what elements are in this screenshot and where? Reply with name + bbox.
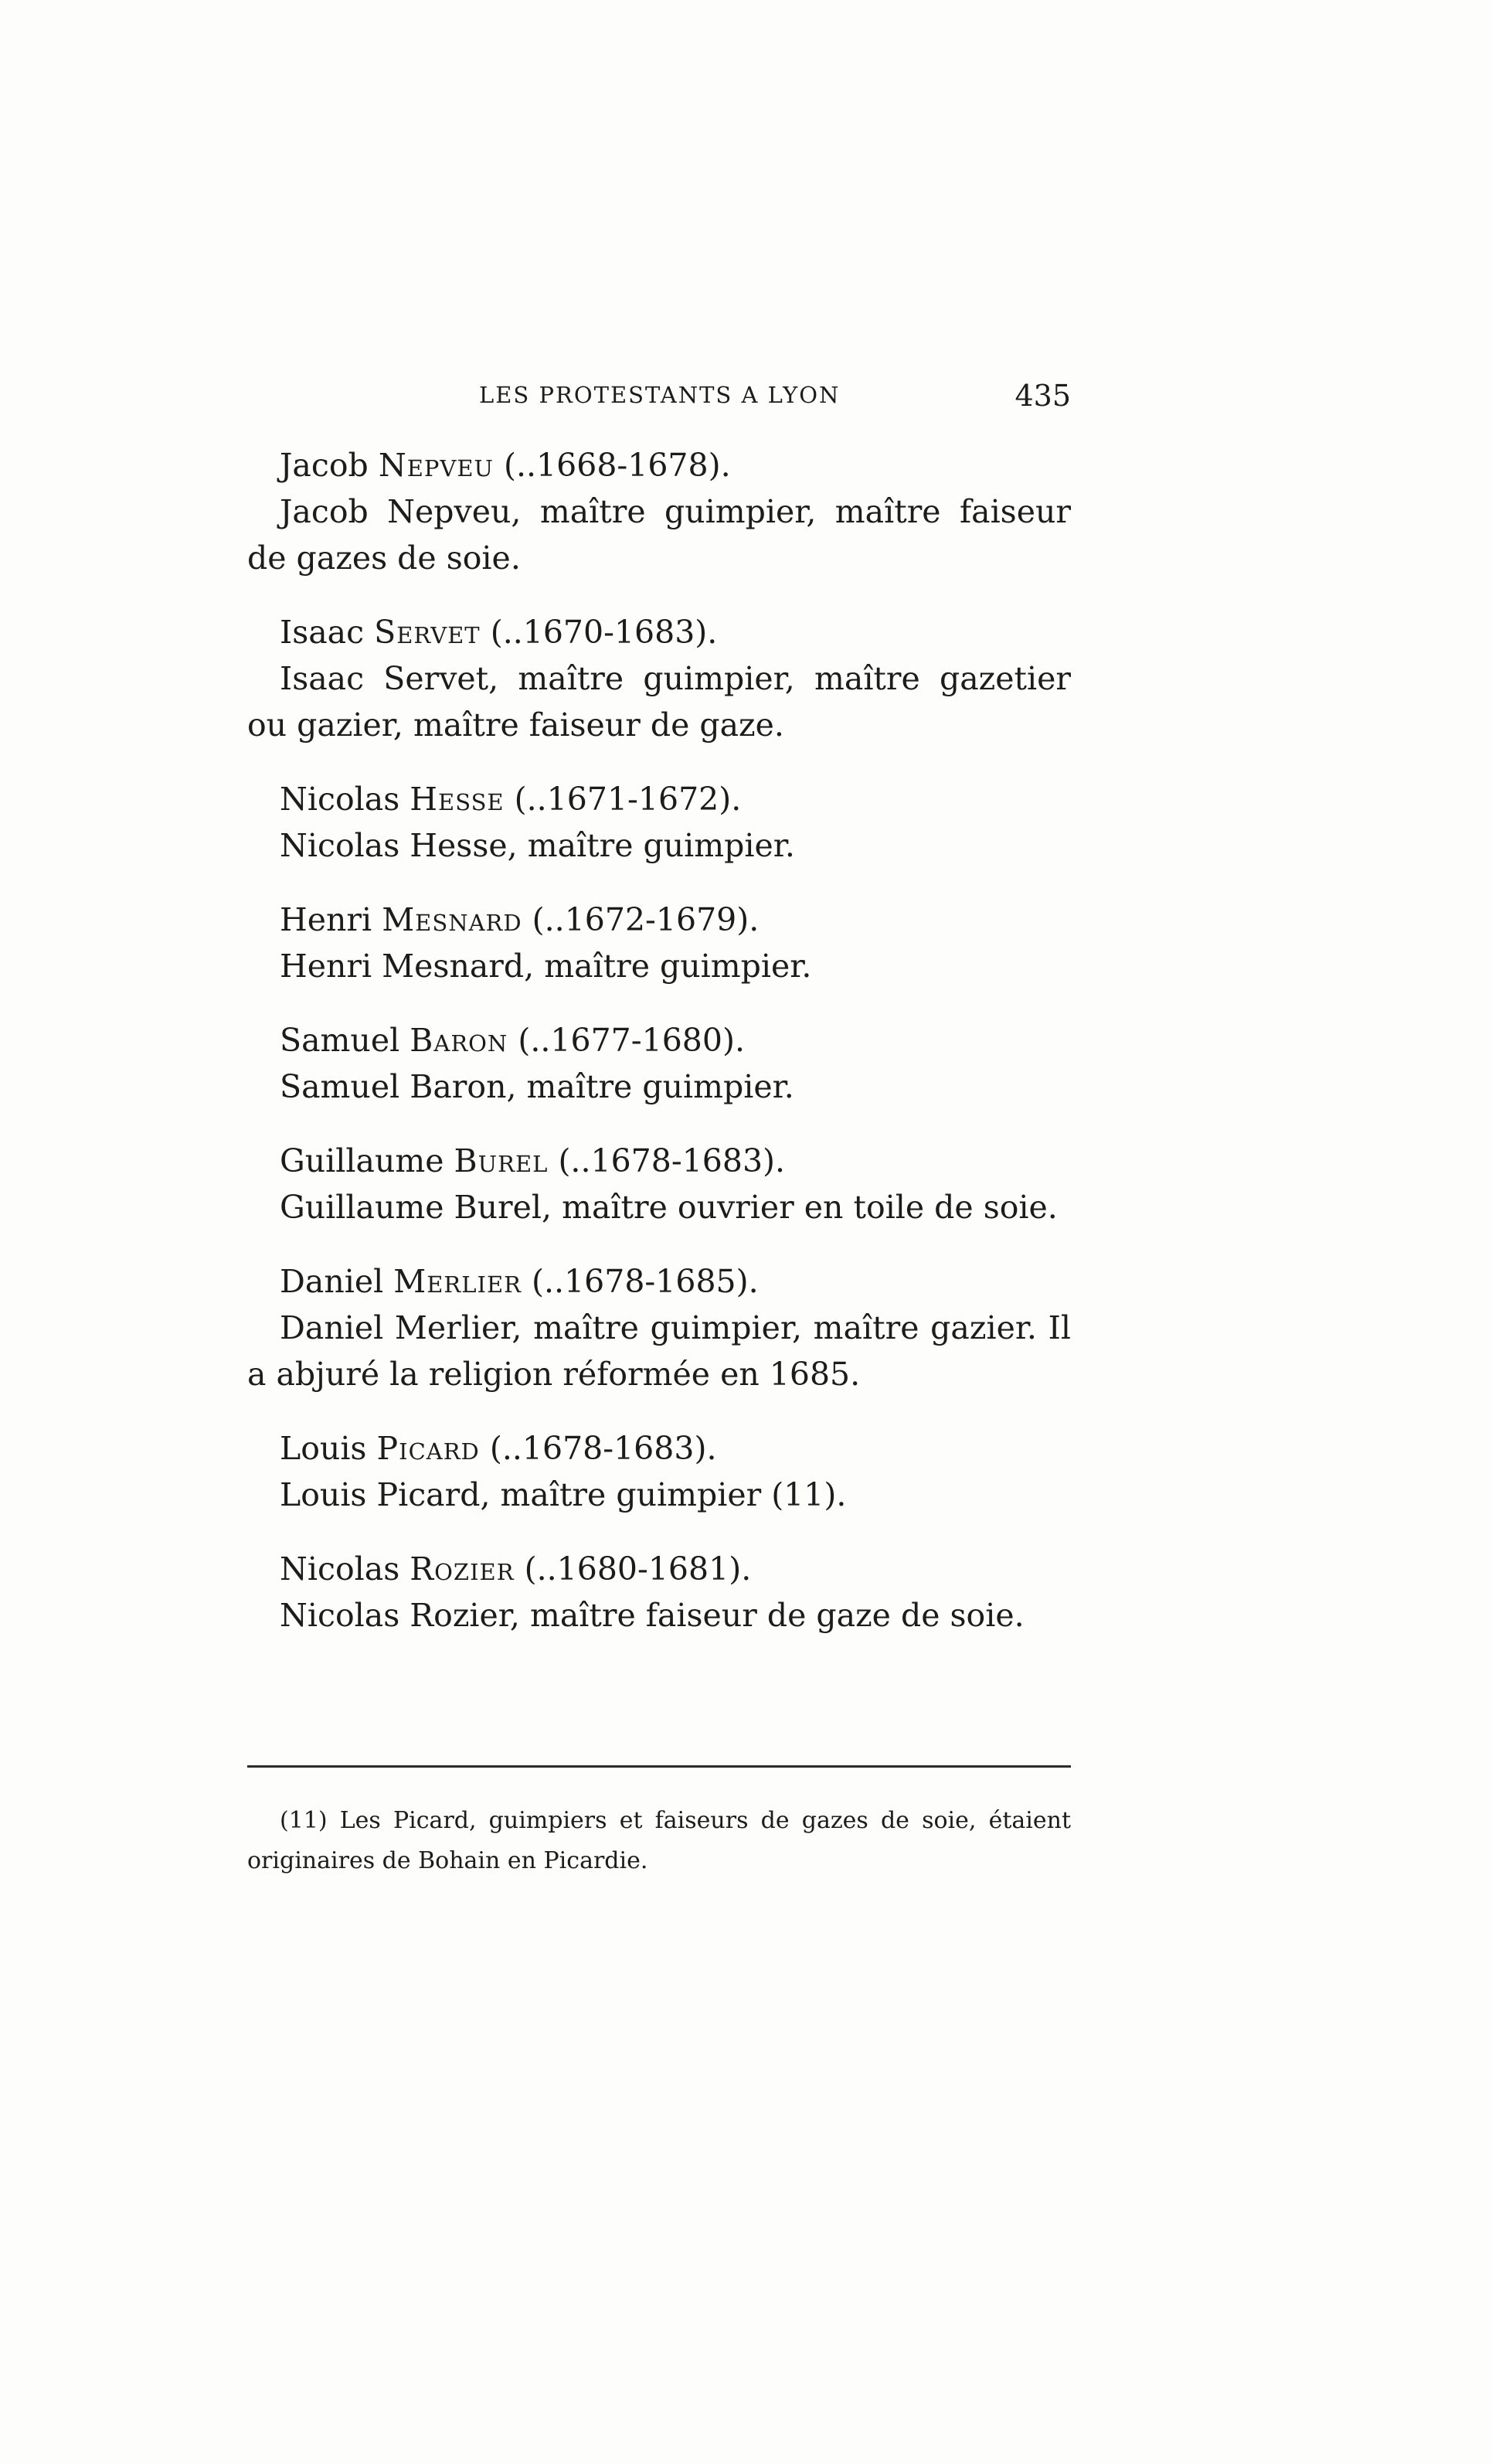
running-title: LES PROTESTANTS A LYON xyxy=(479,382,841,408)
entry xyxy=(247,1425,1071,1518)
entry-title xyxy=(247,1546,1071,1592)
given-name: Nicolas xyxy=(280,781,400,818)
entry-title xyxy=(247,897,1071,943)
dates: (..1678-1685). xyxy=(532,1263,759,1300)
dates: (..1668-1678). xyxy=(504,447,731,484)
entry-title xyxy=(247,1138,1071,1184)
surname: Merlier xyxy=(393,1263,522,1300)
page-header xyxy=(247,379,1071,425)
dates: (..1670-1683). xyxy=(490,614,718,651)
surname: Picard xyxy=(376,1430,480,1467)
entry xyxy=(247,1546,1071,1639)
entry-description: Nicolas Hesse, maître guimpier. xyxy=(280,827,795,864)
footnote: (11) Les Picard, guimpiers et faiseurs de gazes de soie, étaient originaires de Bohain en Picardie. xyxy=(247,1807,1071,1874)
given-name: Nicolas xyxy=(280,1550,400,1588)
surname: Nepveu xyxy=(378,447,494,484)
dates: (..1671-1672). xyxy=(514,781,742,818)
dates: (..1678-1683). xyxy=(558,1142,786,1179)
entry-description: Henri Mesnard, maître guimpier. xyxy=(280,948,812,985)
given-name: Daniel xyxy=(280,1263,384,1300)
dates: (..1678-1683). xyxy=(489,1430,717,1467)
dates: (..1680-1681). xyxy=(524,1550,752,1588)
entry-title xyxy=(247,776,1071,822)
entry xyxy=(247,1017,1071,1110)
surname: Burel xyxy=(454,1142,549,1179)
surname: Hesse xyxy=(410,781,505,818)
entry xyxy=(247,609,1071,748)
given-name: Guillaume xyxy=(280,1142,444,1179)
entry xyxy=(247,442,1071,581)
given-name: Louis xyxy=(280,1430,367,1467)
surname: Servet xyxy=(374,614,481,651)
given-name: Isaac xyxy=(280,614,365,651)
surname: Baron xyxy=(410,1022,508,1059)
entry-title xyxy=(247,609,1071,655)
entry xyxy=(247,1258,1071,1397)
entry-list xyxy=(247,442,1071,1666)
footnote-divider xyxy=(247,1765,1071,1768)
given-name: Henri xyxy=(280,901,372,938)
entry-description: Samuel Baron, maître guimpier. xyxy=(280,1068,794,1105)
dates: (..1677-1680). xyxy=(518,1022,745,1059)
entry-description: Isaac Servet, maître guimpier, maître gazetier ou gazier, maître faiseur de gaze. xyxy=(247,660,1071,744)
entry-title xyxy=(247,1425,1071,1472)
entry-description: Louis Picard, maître guimpier (11). xyxy=(280,1476,847,1513)
entry-description: Daniel Merlier, maître guimpier, maître gazier. Il a abjuré la religion réformée en 1685. xyxy=(247,1309,1071,1393)
entry xyxy=(247,1138,1071,1230)
entry-title xyxy=(247,1258,1071,1305)
entry xyxy=(247,897,1071,989)
given-name: Jacob xyxy=(280,447,369,484)
entry-description: Jacob Nepveu, maître guimpier, maître faiseur de gazes de soie. xyxy=(247,493,1071,577)
dates: (..1672-1679). xyxy=(532,901,760,938)
entry-description: Nicolas Rozier, maître faiseur de gaze de soie. xyxy=(280,1597,1025,1634)
entry-description: Guillaume Burel, maître ouvrier en toile de soie. xyxy=(280,1189,1058,1226)
entry-title xyxy=(247,442,1071,488)
given-name: Samuel xyxy=(280,1022,400,1059)
surname: Mesnard xyxy=(382,901,522,938)
entry-title xyxy=(247,1017,1071,1064)
surname: Rozier xyxy=(410,1550,515,1588)
page-number: 435 xyxy=(1014,379,1071,413)
entry xyxy=(247,776,1071,869)
